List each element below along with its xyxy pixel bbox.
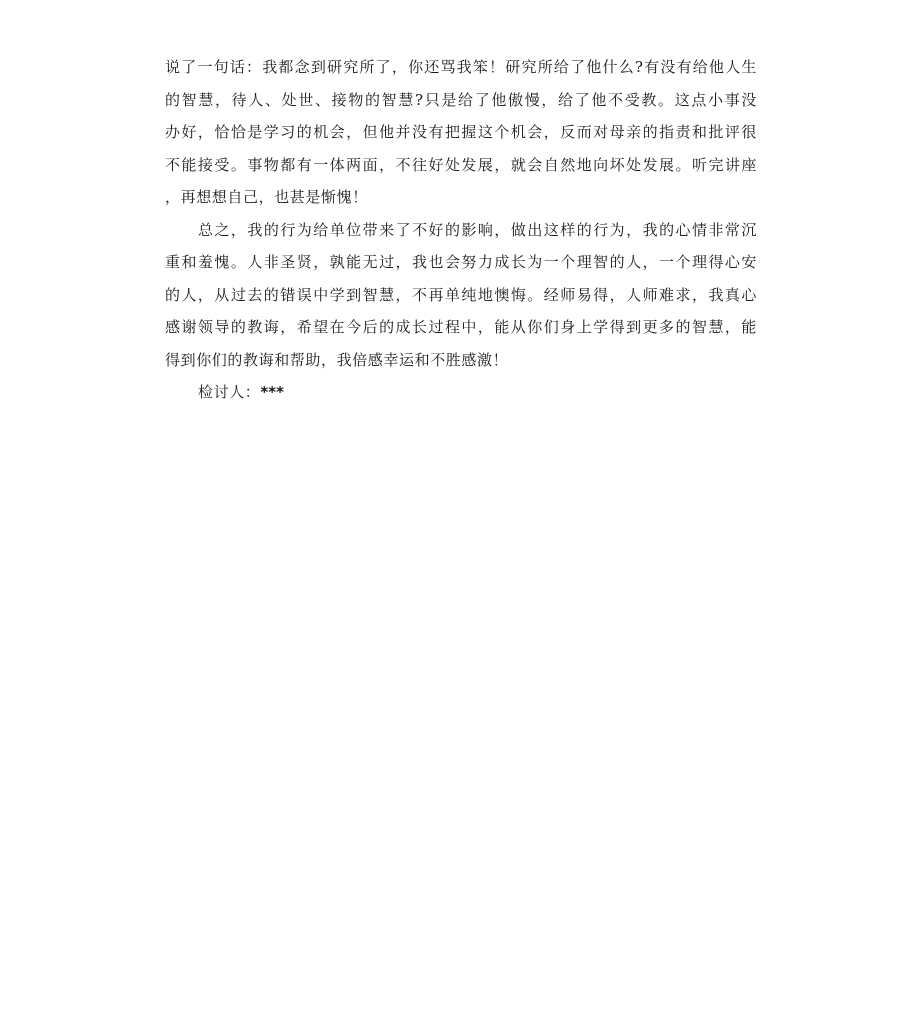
paragraph-line: 不能接受。事物都有一体两面，不往好处发展，就会自然地向坏处发展。听完讲座 [165, 155, 757, 174]
paragraph-line: 的人，从过去的错误中学到智慧，不再单纯地懊悔。经师易得，人师难求，我真心 [165, 285, 757, 304]
paragraph-line: 得到你们的教诲和帮助，我倍感幸运和不胜感激！ [165, 350, 509, 369]
paragraph-line: 说了一句话：我都念到研究所了，你还骂我笨！研究所给了他什么?有没有给他人生 [165, 58, 757, 76]
paragraph-1 [165, 51, 757, 214]
paragraph-2 [165, 214, 757, 377]
signature-label: 检讨人： [198, 383, 261, 401]
paragraph-line: 的智慧，待人、处世、接物的智慧?只是给了他傲慢，给了他不受教。这点小事没 [165, 90, 757, 109]
paragraph-line: 感谢领导的教诲，希望在今后的成长过程中，能从你们身上学得到更多的智慧，能 [165, 318, 757, 336]
signature-line [165, 376, 757, 409]
paragraph-line: 总之，我的行为给单位带来了不好的影响，做出这样的行为，我的心情非常沉 [198, 220, 757, 239]
signature-name: *** [260, 383, 284, 401]
paragraph-line: ，再想想自己，也甚是惭愧！ [165, 188, 368, 206]
paragraph-line: 重和羞愧。人非圣贤，孰能无过，我也会努力成长为一个理智的人，一个理得心安 [165, 253, 757, 271]
paragraph-line: 办好，恰恰是学习的机会，但他并没有把握这个机会，反而对母亲的指责和批评很 [165, 123, 757, 141]
document-body [165, 51, 757, 409]
